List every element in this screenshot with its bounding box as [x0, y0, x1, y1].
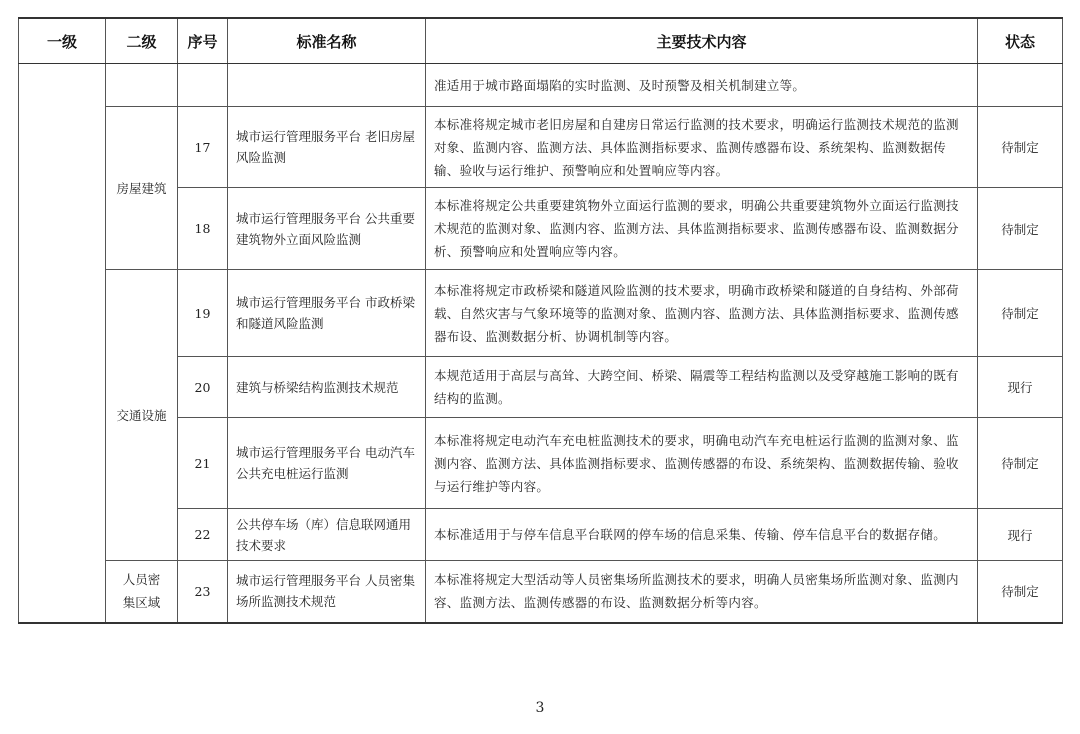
- row-name: 城市运行管理服务平台 老旧房屋风险监测: [228, 107, 426, 188]
- level1-cell: [19, 64, 106, 623]
- row-content: 本标准将规定城市老旧房屋和自建房日常运行监测的技术要求，明确运行监测技术规范的监测对象、监测内容、监测方法、具体监测指标要求、监测传感器布设、系统架构、监测数据传输、验收与运行维护、预警响应和处置响应等内容。: [426, 107, 978, 188]
- row-index: 23: [178, 561, 228, 623]
- header-name: 标准名称: [228, 18, 426, 64]
- row-name: [228, 64, 426, 107]
- table-row: [19, 64, 1063, 107]
- row-index: 19: [178, 270, 228, 357]
- standards-table: [18, 17, 1063, 624]
- row-status: 待制定: [978, 188, 1063, 270]
- row-name: 城市运行管理服务平台 人员密集场所监测技术规范: [228, 561, 426, 623]
- row-status: 待制定: [978, 418, 1063, 509]
- header-row: [19, 18, 1063, 64]
- row-index: 17: [178, 107, 228, 188]
- row-index: 21: [178, 418, 228, 509]
- row-name: 城市运行管理服务平台 市政桥梁和隧道风险监测: [228, 270, 426, 357]
- row-status: 待制定: [978, 107, 1063, 188]
- row-status: [978, 64, 1063, 107]
- table-row: [19, 107, 1063, 188]
- table-row: [19, 561, 1063, 623]
- group-transport: 交通设施: [106, 270, 178, 561]
- row-status: 现行: [978, 509, 1063, 561]
- row-status: 待制定: [978, 561, 1063, 623]
- row-index: 20: [178, 357, 228, 418]
- page-number: 3: [535, 700, 545, 716]
- row-status: 现行: [978, 357, 1063, 418]
- row-status: 待制定: [978, 270, 1063, 357]
- row-index: 18: [178, 188, 228, 270]
- header-content: 主要技术内容: [426, 18, 978, 64]
- row-content: 本规范适用于高层与高耸、大跨空间、桥梁、隔震等工程结构监测以及受穿越施工影响的既有结构的监测。: [426, 357, 978, 418]
- header-level1: 一级: [19, 18, 106, 64]
- row-content: 本标准将规定电动汽车充电桩监测技术的要求，明确电动汽车充电桩运行监测的监测对象、监测内容、监测方法、具体监测指标要求、监测传感器的布设、系统架构、监测数据传输、验收与运行维护等内容。: [426, 418, 978, 509]
- header-index: 序号: [178, 18, 228, 64]
- row-content: 本标准将规定市政桥梁和隧道风险监测的技术要求，明确市政桥梁和隧道的自身结构、外部荷载、自然灾害与气象环境等的监测对象、监测内容、监测方法、具体监测指标要求、监测传感器布设、监测数据分析、协调机制等内容。: [426, 270, 978, 357]
- group-crowd: 人员密集区域: [106, 561, 178, 623]
- table-row: [19, 270, 1063, 357]
- row-index: 22: [178, 509, 228, 561]
- row-content: 本标准适用于与停车信息平台联网的停车场的信息采集、传输、停车信息平台的数据存储。: [426, 509, 978, 561]
- header-level2: 二级: [106, 18, 178, 64]
- row-name: 公共停车场（库）信息联网通用技术要求: [228, 509, 426, 561]
- row-name: 建筑与桥梁结构监测技术规范: [228, 357, 426, 418]
- row-name: 城市运行管理服务平台 公共重要建筑物外立面风险监测: [228, 188, 426, 270]
- group-housing: 房屋建筑: [106, 107, 178, 270]
- row-content: 准适用于城市路面塌陷的实时监测、及时预警及相关机制建立等。: [426, 64, 978, 107]
- level2-cell: [106, 64, 178, 107]
- header-status: 状态: [978, 18, 1063, 64]
- row-content: 本标准将规定公共重要建筑物外立面运行监测的要求，明确公共重要建筑物外立面运行监测技术规范的监测对象、监测内容、监测方法、具体监测指标要求、监测传感器布设、监测数据分析、预警响应和处置响应等内容。: [426, 188, 978, 270]
- row-content: 本标准将规定大型活动等人员密集场所监测技术的要求，明确人员密集场所监测对象、监测内容、监测方法、监测传感器的布设、监测数据分析等内容。: [426, 561, 978, 623]
- row-index: [178, 64, 228, 107]
- row-name: 城市运行管理服务平台 电动汽车公共充电桩运行监测: [228, 418, 426, 509]
